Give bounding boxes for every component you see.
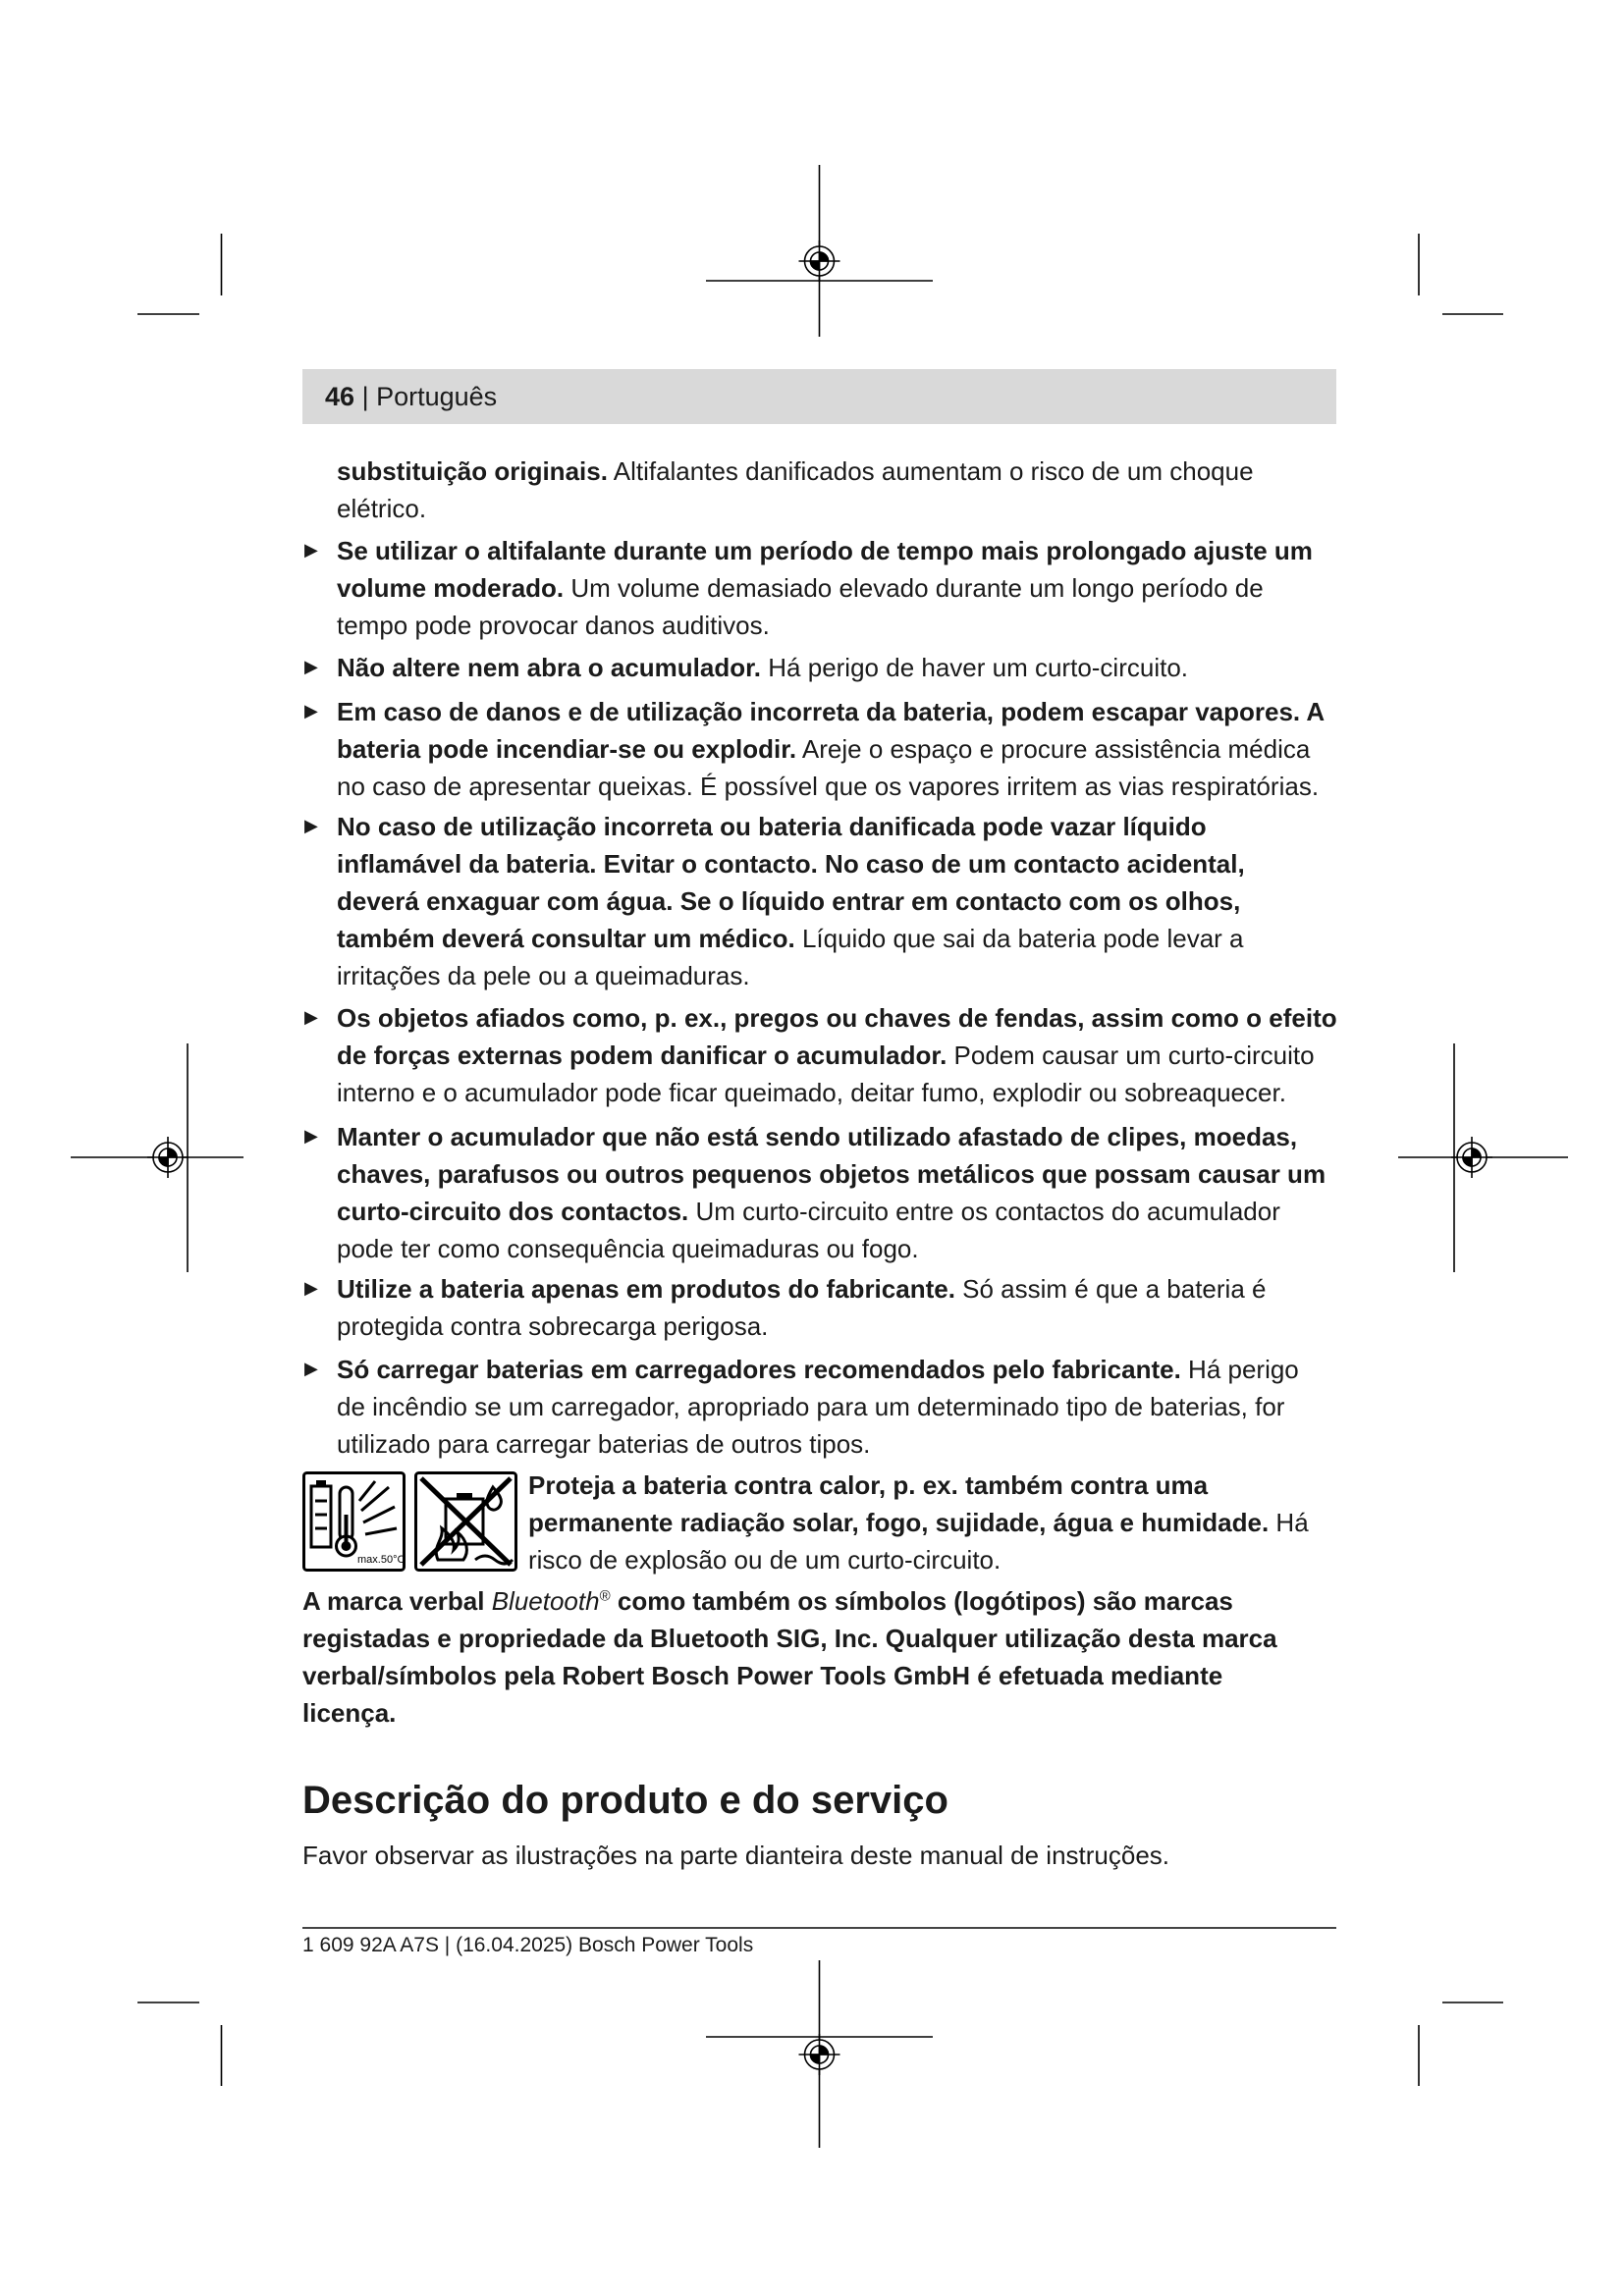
bold-text: volume moderado. bbox=[337, 573, 565, 603]
registration-target-icon bbox=[799, 240, 840, 282]
text-line bbox=[337, 1193, 1579, 1230]
page-number: 46 bbox=[325, 382, 355, 411]
regular-text: irritações da pele ou a queimaduras. bbox=[337, 961, 750, 990]
regular-text: no caso de apresentar queixas. É possível que os vapores irritem as vias respiratórias. bbox=[337, 772, 1320, 801]
warning-item bbox=[302, 532, 1579, 644]
bold-text: No caso de utilização incorreta ou bateria danificada pode vazar líquido bbox=[337, 812, 1207, 841]
bold-text: A marca verbal bbox=[302, 1586, 492, 1616]
regular-text: Há perigo de haver um curto-circuito. bbox=[761, 653, 1189, 682]
text-line bbox=[337, 768, 1579, 805]
bold-text: como também os símbolos (logótipos) são marcas bbox=[610, 1586, 1233, 1616]
regular-text: elétrico. bbox=[337, 494, 427, 523]
text-line bbox=[337, 532, 1579, 569]
bullet-triangle-icon: ▶ bbox=[304, 540, 318, 561]
text-line bbox=[302, 1582, 1579, 1620]
bullet-triangle-icon: ▶ bbox=[304, 1007, 318, 1028]
text-line bbox=[337, 730, 1579, 768]
section-paragraph: Favor observar as ilustrações na parte dianteira deste manual de instruções. bbox=[302, 1841, 1170, 1870]
bold-text: chaves, parafusos ou outros pequenos objetos metálicos que possam causar um bbox=[337, 1159, 1326, 1189]
regular-text: protegida contra sobrecarga perigosa. bbox=[337, 1311, 769, 1341]
text-line bbox=[337, 882, 1579, 920]
regular-text: Há bbox=[1269, 1508, 1309, 1537]
italic-brand-text: Bluetooth bbox=[491, 1586, 600, 1616]
battery-fire-water-prohibited-icon bbox=[414, 1471, 517, 1572]
bold-text: Não altere nem abra o acumulador. bbox=[337, 653, 762, 682]
registration-target-icon bbox=[147, 1137, 189, 1178]
text-line bbox=[337, 1074, 1579, 1111]
section-heading: Descrição do produto e do serviço bbox=[302, 1779, 948, 1822]
bold-text: Em caso de danos e de utilização incorreta da bateria, podem escapar vapores. A bbox=[337, 697, 1326, 726]
bold-text: permanente radiação solar, fogo, sujidade, água e humidade. bbox=[528, 1508, 1270, 1537]
registration-mark-bottom bbox=[706, 1960, 933, 2148]
bold-text: deverá enxaguar com água. Se o líquido entrar em contacto com os olhos, bbox=[337, 886, 1241, 916]
text-line bbox=[337, 1118, 1579, 1155]
text-line bbox=[302, 1694, 1579, 1732]
text-line bbox=[302, 1620, 1579, 1657]
text-line bbox=[337, 999, 1579, 1037]
text-line bbox=[302, 1657, 1579, 1694]
bold-text: Os objetos afiados como, p. ex., pregos ou chaves de fendas, assim como o efeito bbox=[337, 1003, 1337, 1033]
text-line bbox=[337, 1388, 1579, 1425]
regular-text: Líquido que sai da bateria pode levar a bbox=[794, 924, 1244, 953]
text-line bbox=[337, 1270, 1579, 1308]
text-line bbox=[528, 1504, 1569, 1541]
header-language: Português bbox=[376, 382, 498, 411]
bold-text: de forças externas podem danificar o acumulador. bbox=[337, 1041, 947, 1070]
bold-text: inflamável da bateria. Evitar o contacto. No caso de um contacto acidental, bbox=[337, 849, 1245, 879]
page-header-text bbox=[325, 369, 497, 424]
bullet-triangle-icon: ▶ bbox=[304, 1126, 318, 1147]
bold-text: registadas e propriedade da Bluetooth SIG, Inc. Qualquer utilização desta marca bbox=[302, 1624, 1277, 1653]
registration-mark-top bbox=[706, 165, 933, 337]
text-line bbox=[337, 490, 1579, 527]
crop-mark-top-right bbox=[1419, 234, 1503, 314]
warning-item bbox=[302, 1351, 1579, 1463]
warning-item bbox=[302, 1270, 1579, 1345]
trademark-notice bbox=[302, 1582, 1579, 1732]
regular-text: Um curto-circuito entre os contactos do acumulador bbox=[688, 1197, 1280, 1226]
bullet-triangle-icon: ▶ bbox=[304, 816, 318, 836]
bold-text: Proteja a bateria contra calor, p. ex. também contra uma bbox=[528, 1470, 1209, 1500]
intro-paragraph bbox=[302, 453, 1579, 527]
regular-text: utilizado para carregar baterias de outros tipos. bbox=[337, 1429, 871, 1459]
crop-mark-top-left bbox=[137, 234, 222, 314]
header-separator: | bbox=[361, 382, 369, 411]
footer-text: 1 609 92A A7S | (16.04.2025) Bosch Power Tools bbox=[302, 1934, 754, 1956]
page-header bbox=[302, 369, 1336, 424]
regular-text: Há perigo bbox=[1180, 1355, 1299, 1384]
warning-item bbox=[302, 808, 1579, 994]
text-line bbox=[337, 1230, 1579, 1267]
bold-text: também deverá consultar um médico. bbox=[337, 924, 795, 953]
bullet-triangle-icon: ▶ bbox=[304, 1278, 318, 1299]
crop-mark-bottom-right bbox=[1419, 2002, 1503, 2086]
warning-item bbox=[302, 999, 1579, 1111]
text-line bbox=[337, 808, 1579, 845]
regular-text: Areje o espaço e procure assistência médica bbox=[796, 734, 1311, 764]
bullet-triangle-icon: ▶ bbox=[304, 701, 318, 721]
text-line bbox=[337, 693, 1579, 730]
bullet-triangle-icon: ▶ bbox=[304, 657, 318, 677]
registered-mark: ® bbox=[599, 1587, 611, 1605]
registration-target-icon bbox=[799, 2034, 840, 2075]
bold-text: substituição originais. bbox=[337, 456, 608, 486]
text-line bbox=[337, 1155, 1579, 1193]
bold-text: licença. bbox=[302, 1698, 397, 1728]
text-line bbox=[337, 1425, 1579, 1463]
regular-text: Podem causar um curto-circuito bbox=[947, 1041, 1315, 1070]
crop-mark-bottom-left bbox=[137, 2002, 222, 2086]
bold-text: Manter o acumulador que não está sendo utilizado afastado de clipes, moedas, bbox=[337, 1122, 1298, 1151]
bold-text: Se utilizar o altifalante durante um período de tempo mais prolongado ajuste um bbox=[337, 536, 1313, 565]
text-line bbox=[337, 569, 1579, 607]
registration-mark-left bbox=[71, 1043, 244, 1272]
regular-text: interno e o acumulador pode ficar queimado, deitar fumo, explodir ou sobreaquecer. bbox=[337, 1078, 1286, 1107]
text-line bbox=[337, 845, 1579, 882]
warning-item bbox=[302, 693, 1579, 805]
text-line bbox=[337, 453, 1579, 490]
bullet-triangle-icon: ▶ bbox=[304, 1359, 318, 1379]
text-line bbox=[337, 1308, 1579, 1345]
text-line bbox=[528, 1467, 1569, 1504]
text-line bbox=[337, 1037, 1579, 1074]
regular-text: Um volume demasiado elevado durante um longo período de bbox=[564, 573, 1264, 603]
warning-item bbox=[302, 649, 1579, 686]
bold-text: bateria pode incendiar-se ou explodir. bbox=[337, 734, 797, 764]
regular-text: de incêndio se um carregador, apropriado para um determinado tipo de baterias, for bbox=[337, 1392, 1285, 1421]
text-line bbox=[528, 1541, 1569, 1578]
heat-notice bbox=[528, 1467, 1569, 1578]
regular-text: Altifalantes danificados aumentam o risco de um choque bbox=[607, 456, 1254, 486]
text-line bbox=[337, 1351, 1579, 1388]
max-temperature-label: max.50°C bbox=[357, 1554, 406, 1566]
footer-divider bbox=[302, 1927, 1336, 1929]
bold-text: Só carregar baterias em carregadores recomendados pelo fabricante. bbox=[337, 1355, 1181, 1384]
text-line bbox=[337, 920, 1579, 957]
bold-text: curto-circuito dos contactos. bbox=[337, 1197, 689, 1226]
bold-text: verbal/símbolos pela Robert Bosch Power Tools GmbH é efetuada mediante bbox=[302, 1661, 1223, 1690]
text-line bbox=[337, 607, 1579, 644]
warning-item bbox=[302, 1118, 1579, 1267]
regular-text: tempo pode provocar danos auditivos. bbox=[337, 611, 770, 640]
text-line bbox=[337, 649, 1579, 686]
text-line bbox=[337, 957, 1579, 994]
battery-temperature-icon bbox=[302, 1471, 406, 1572]
regular-text: risco de explosão ou de um curto-circuito. bbox=[528, 1545, 1001, 1575]
regular-text: Só assim é que a bateria é bbox=[954, 1274, 1267, 1304]
regular-text: pode ter como consequência queimaduras ou fogo. bbox=[337, 1234, 919, 1263]
bold-text: Utilize a bateria apenas em produtos do fabricante. bbox=[337, 1274, 955, 1304]
